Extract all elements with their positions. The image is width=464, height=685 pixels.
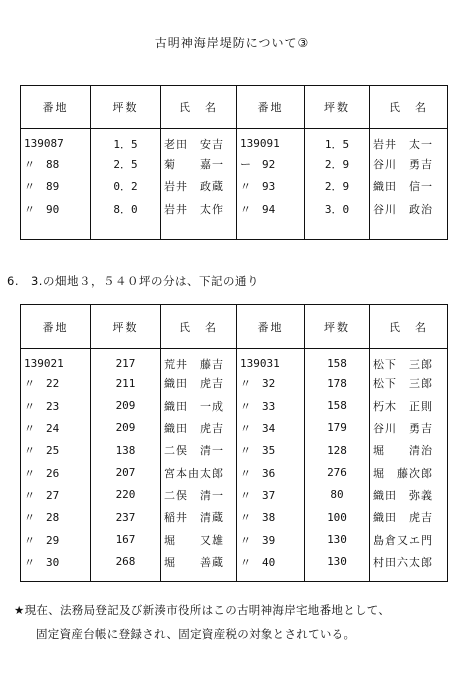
owner-name: 稲井 清蔵: [161, 506, 237, 528]
lot-number: 139031: [237, 349, 305, 373]
owner-name: 岩井 太作: [161, 198, 237, 221]
owner-name: 織田 一成: [161, 394, 237, 416]
table-row: [21, 175, 448, 198]
owner-name: 堀 善蔵: [161, 551, 237, 573]
section-heading: 6. 3.の畑地３，５４０坪の分は、下記の通り: [7, 274, 259, 288]
table-row: [21, 528, 448, 550]
tsubo-value: 178: [305, 372, 370, 394]
tsubo-value: 158: [305, 349, 370, 373]
table-row: [21, 417, 448, 439]
tsubo-value: 100: [305, 506, 370, 528]
table-row: [21, 484, 448, 506]
owner-name: 織田 虎吉: [161, 372, 237, 394]
footnote-line: 固定資産台帳に登録され、固定資産税の対象とされている。: [36, 627, 356, 641]
lot-number: 〃 38: [237, 506, 305, 528]
lot-number: 〃 24: [21, 417, 91, 439]
tsubo-value: 167: [91, 528, 161, 550]
owner-name: 岩井 太一: [373, 137, 433, 151]
owner-name: 織田 虎吉: [373, 511, 433, 525]
empty-cell: [161, 573, 237, 581]
lot-number: 〃 39: [237, 528, 305, 550]
owner-name: 岩井 政蔵: [161, 175, 237, 198]
tsubo-value: 237: [91, 506, 161, 528]
tsubo-value: 1．5: [305, 129, 370, 153]
tsubo-value: 209: [91, 417, 161, 439]
column-header: 氏 名: [161, 305, 237, 349]
table-row: [21, 394, 448, 416]
lot-number: 〃 28: [21, 506, 91, 528]
owner-name: 荒井 藤吉: [161, 349, 237, 373]
owner-name: 二俣 清一: [161, 439, 237, 461]
lot-number: 〃 25: [21, 439, 91, 461]
tsubo-value: 2．9: [305, 175, 370, 198]
column-header: 坪数: [305, 305, 370, 349]
tsubo-value: 209: [91, 394, 161, 416]
tsubo-value: 130: [305, 551, 370, 573]
table-row: [21, 461, 448, 483]
table-spacer-row: [21, 573, 448, 581]
owner-name: 菊 嘉一: [161, 153, 237, 176]
lot-number: 〃 23: [21, 394, 91, 416]
lot-number: 〃 89: [21, 175, 91, 198]
owner-name: 織田 弥義: [373, 488, 433, 502]
lot-number: 139021: [21, 349, 91, 373]
table-header-row: [21, 86, 448, 129]
lot-number: 〃 26: [21, 461, 91, 483]
tsubo-value: 138: [91, 439, 161, 461]
lot-number: 〃 35: [237, 439, 305, 461]
table-row: [21, 439, 448, 461]
column-header: 坪数: [91, 86, 161, 129]
owner-name: 朽木 正則: [373, 399, 433, 413]
lot-number: 〃 33: [237, 394, 305, 416]
table-row: [21, 129, 448, 153]
tsubo-value: 217: [91, 349, 161, 373]
column-header: 氏 名: [370, 305, 448, 349]
lot-number: 〃 40: [237, 551, 305, 573]
lot-number: 〃 27: [21, 484, 91, 506]
tsubo-value: 3．0: [305, 198, 370, 221]
table-header-row: [21, 305, 448, 349]
column-header: 番地: [21, 305, 91, 349]
owner-name: 村田六太郎: [373, 555, 433, 569]
tsubo-value: 158: [305, 394, 370, 416]
tsubo-value: 211: [91, 372, 161, 394]
lot-table-1: [20, 85, 448, 240]
tsubo-value: 220: [91, 484, 161, 506]
lot-number: 〃 32: [237, 372, 305, 394]
tsubo-value: 276: [305, 461, 370, 483]
table-row: [21, 349, 448, 373]
lot-number: 〃 29: [21, 528, 91, 550]
column-header: 坪数: [305, 86, 370, 129]
table-row: [21, 153, 448, 176]
tsubo-value: 128: [305, 439, 370, 461]
owner-name: 織田 信一: [373, 180, 433, 194]
owner-name: 堀 清治: [373, 444, 433, 458]
owner-name: 松下 三郎: [373, 377, 433, 391]
table-row: [21, 551, 448, 573]
empty-cell: [305, 220, 370, 239]
table-row: [21, 372, 448, 394]
empty-cell: [237, 220, 305, 239]
owner-name: 老田 安吉: [161, 129, 237, 153]
lot-number: 〃 30: [21, 551, 91, 573]
owner-name: 谷川 勇吉: [373, 157, 433, 171]
owner-name: 堀 又雄: [161, 528, 237, 550]
empty-cell: [91, 220, 161, 239]
tsubo-value: 80: [305, 484, 370, 506]
tsubo-value: 207: [91, 461, 161, 483]
table-row: [21, 506, 448, 528]
document-title: 古明神海岸堤防について③: [154, 36, 310, 50]
tsubo-value: 130: [305, 528, 370, 550]
owner-name: 松下 三郎: [373, 357, 433, 371]
empty-cell: [21, 220, 91, 239]
table-spacer-row: [21, 220, 448, 239]
owner-name: 二俣 清一: [161, 484, 237, 506]
lot-number: 〃 94: [237, 198, 305, 221]
lot-number: 〃 34: [237, 417, 305, 439]
owner-name: 堀 藤次郎: [373, 466, 433, 480]
tsubo-value: 179: [305, 417, 370, 439]
owner-name: 谷川 勇吉: [373, 421, 433, 435]
column-header: 坪数: [91, 305, 161, 349]
column-header: 氏 名: [161, 86, 237, 129]
lot-number: 139087: [21, 129, 91, 153]
tsubo-value: 1．5: [91, 129, 161, 153]
lot-number: 139091: [237, 129, 305, 153]
empty-cell: [370, 220, 448, 239]
table-row: [21, 198, 448, 221]
lot-number: 〃 37: [237, 484, 305, 506]
empty-cell: [370, 573, 448, 581]
lot-number: 〃 93: [237, 175, 305, 198]
tsubo-value: 8．0: [91, 198, 161, 221]
column-header: 番地: [21, 86, 91, 129]
lot-table-2: [20, 304, 448, 582]
column-header: 番地: [237, 86, 305, 129]
footnote: [14, 598, 454, 646]
owner-name: 島倉又エ門: [373, 533, 433, 547]
empty-cell: [237, 573, 305, 581]
column-header: 氏 名: [370, 86, 448, 129]
lot-number: 〃 36: [237, 461, 305, 483]
tsubo-value: 268: [91, 551, 161, 573]
tsubo-value: 2．5: [91, 153, 161, 176]
owner-name: 谷川 政治: [373, 202, 433, 216]
empty-cell: [161, 220, 237, 239]
tsubo-value: 0．2: [91, 175, 161, 198]
tsubo-value: 2．9: [305, 153, 370, 176]
footnote-line: ★現在、法務局登記及び新湊市役所はこの古明神海岸宅地番地として、: [14, 603, 391, 617]
lot-number: 〃 22: [21, 372, 91, 394]
owner-name: 織田 虎吉: [161, 417, 237, 439]
lot-number: 〃 88: [21, 153, 91, 176]
column-header: 番地: [237, 305, 305, 349]
empty-cell: [21, 573, 91, 581]
empty-cell: [305, 573, 370, 581]
lot-number: 〃 90: [21, 198, 91, 221]
empty-cell: [91, 573, 161, 581]
lot-number: ー 92: [237, 153, 305, 176]
owner-name: 宮本由太郎: [161, 461, 237, 483]
